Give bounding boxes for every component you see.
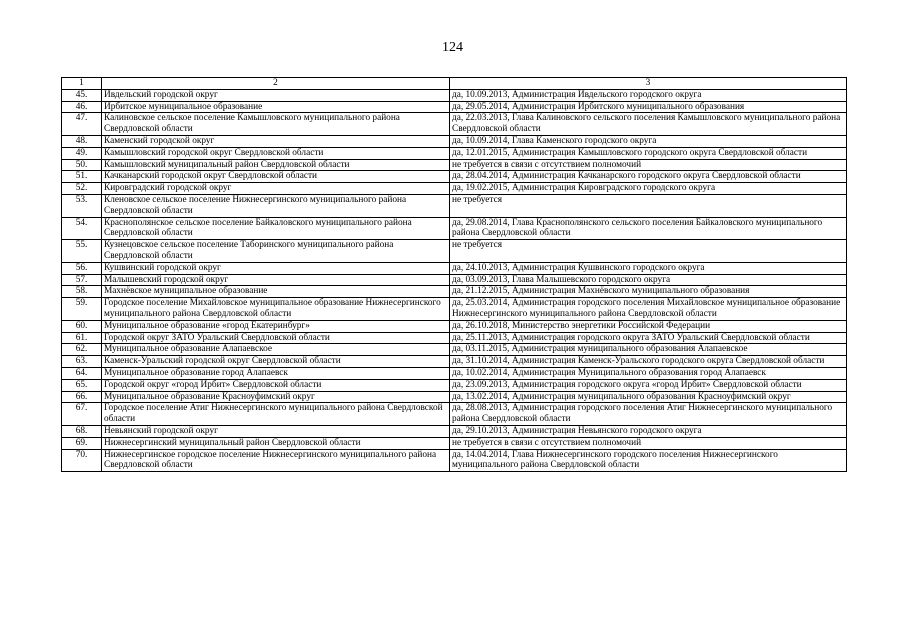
row-number-cell: 59.: [62, 298, 102, 321]
approval-status-cell: да, 28.04.2014, Администрация Качканарского городского округа Свердловской области: [450, 171, 847, 183]
municipality-name-cell: Калиновское сельское поселение Камышловского муниципального района Свердловской области: [102, 113, 450, 136]
municipality-name-cell: Малышевский городской округ: [102, 274, 450, 286]
table-row: [62, 320, 847, 332]
approval-status-cell: да, 03.11.2015, Администрация муниципального образования Алапаевское: [450, 344, 847, 356]
municipalities-table: [61, 77, 847, 472]
row-number-cell: 68.: [62, 425, 102, 437]
table-row: [62, 437, 847, 449]
row-number-cell: 48.: [62, 135, 102, 147]
table-row: [62, 344, 847, 356]
row-number-cell: 54.: [62, 217, 102, 240]
table-row: [62, 298, 847, 321]
row-number-cell: 70.: [62, 449, 102, 472]
approval-status-cell: да, 14.04.2014, Глава Нижнесергинского городского поселения Нижнесергинского муниципального района Свердловской области: [450, 449, 847, 472]
table-row: [62, 367, 847, 379]
approval-status-cell: да, 23.09.2013, Администрация городского округа «город Ирбит» Свердловской области: [450, 379, 847, 391]
municipality-name-cell: Городской округ ЗАТО Уральский Свердловской области: [102, 332, 450, 344]
approval-status-cell: да, 26.10.2018, Министерство энергетики Российской Федерации: [450, 320, 847, 332]
table-row: [62, 113, 847, 136]
row-number-cell: 49.: [62, 147, 102, 159]
municipality-name-cell: Качканарский городской округ Свердловской области: [102, 171, 450, 183]
municipality-name-cell: Кузнецовское сельское поселение Таборинского муниципального района Свердловской области: [102, 240, 450, 263]
table-row: [62, 391, 847, 403]
table-header-row: [62, 78, 847, 90]
table-row: [62, 379, 847, 391]
table-row: [62, 101, 847, 113]
row-number-cell: 56.: [62, 262, 102, 274]
municipality-name-cell: Махнёвское муниципальное образование: [102, 286, 450, 298]
row-number-cell: 46.: [62, 101, 102, 113]
page-number: 124: [442, 40, 463, 55]
municipality-name-cell: Краснополянское сельское поселение Байкаловского муниципального района Свердловской области: [102, 217, 450, 240]
approval-status-cell: да, 03.09.2013, Глава Малышевского городского округа: [450, 274, 847, 286]
row-number-cell: 60.: [62, 320, 102, 332]
approval-status-cell: да, 24.10.2013, Администрация Кушвинского городского округа: [450, 262, 847, 274]
approval-status-cell: да, 21.12.2015, Администрация Махнёвского муниципального образования: [450, 286, 847, 298]
approval-status-cell: да, 25.11.2013, Администрация городского округа ЗАТО Уральский Свердловской области: [450, 332, 847, 344]
row-number-cell: 62.: [62, 344, 102, 356]
approval-status-cell: да, 31.10.2014, Администрация Каменск-Уральского городского округа Свердловской области: [450, 356, 847, 368]
row-number-cell: 69.: [62, 437, 102, 449]
municipality-name-cell: Городское поселение Михайловское муниципальное образование Нижнесергинского муниципального района Свердловской области: [102, 298, 450, 321]
table-row: [62, 332, 847, 344]
row-number-cell: 64.: [62, 367, 102, 379]
approval-status-cell: да, 10.02.2014, Администрация Муниципального образования город Алапаевск: [450, 367, 847, 379]
municipality-name-cell: Ивдельский городской округ: [102, 89, 450, 101]
table-row: [62, 147, 847, 159]
municipality-name-cell: Камышловский муниципальный район Свердловской области: [102, 159, 450, 171]
table-row: [62, 240, 847, 263]
municipality-name-cell: Нижнесергинский муниципальный район Свердловской области: [102, 437, 450, 449]
table-row: [62, 356, 847, 368]
row-number-cell: 65.: [62, 379, 102, 391]
row-number-cell: 55.: [62, 240, 102, 263]
table-row: [62, 403, 847, 426]
table-row: [62, 89, 847, 101]
municipality-name-cell: Кленовское сельское поселение Нижнесергинского муниципального района Свердловской области: [102, 194, 450, 217]
municipality-name-cell: Городской округ «город Ирбит» Свердловской области: [102, 379, 450, 391]
approval-status-cell: да, 28.08.2013, Администрация городского поселения Атиг Нижнесергинского муниципального района Свердловской области: [450, 403, 847, 426]
municipality-name-cell: Кировградский городской округ: [102, 183, 450, 195]
municipality-name-cell: Нижнесергинское городское поселение Нижнесергинского муниципального района Свердловской области: [102, 449, 450, 472]
row-number-cell: 57.: [62, 274, 102, 286]
municipality-name-cell: Невьянский городской округ: [102, 425, 450, 437]
approval-status-cell: не требуется в связи с отсутствием полномочий: [450, 159, 847, 171]
municipality-name-cell: Муниципальное образование «город Екатеринбург»: [102, 320, 450, 332]
approval-status-cell: не требуется: [450, 240, 847, 263]
table-row: [62, 183, 847, 195]
municipality-name-cell: Кушвинский городской округ: [102, 262, 450, 274]
column-header-1: 1: [62, 78, 102, 90]
approval-status-cell: не требуется в связи с отсутствием полномочий: [450, 437, 847, 449]
table-row: [62, 286, 847, 298]
table-row: [62, 171, 847, 183]
row-number-cell: 58.: [62, 286, 102, 298]
approval-status-cell: да, 29.08.2014, Глава Краснополянского сельского поселения Байкаловского муниципального района Свердловской области: [450, 217, 847, 240]
municipality-name-cell: Муниципальное образование Красноуфимский округ: [102, 391, 450, 403]
approval-status-cell: да, 13.02.2014, Администрация муниципального образования Красноуфимский округ: [450, 391, 847, 403]
approval-status-cell: не требуется: [450, 194, 847, 217]
column-header-3: 3: [450, 78, 847, 90]
approval-status-cell: да, 25.03.2014, Администрация городского поселения Михайловское муниципальное образование Нижнесергинского муниципального района Свердловской области: [450, 298, 847, 321]
approval-status-cell: да, 22.03.2013, Глава Калиновского сельского поселения Камышловского муниципального района Свердловской области: [450, 113, 847, 136]
row-number-cell: 66.: [62, 391, 102, 403]
municipality-name-cell: Муниципальное образование город Алапаевск: [102, 367, 450, 379]
approval-status-cell: да, 10.09.2013, Администрация Ивдельского городского округа: [450, 89, 847, 101]
table-row: [62, 135, 847, 147]
approval-status-cell: да, 12.01.2015, Администрация Камышловского городского округа Свердловской области: [450, 147, 847, 159]
approval-status-cell: да, 19.02.2015, Администрация Кировградского городского округа: [450, 183, 847, 195]
column-header-2: 2: [102, 78, 450, 90]
row-number-cell: 61.: [62, 332, 102, 344]
approval-status-cell: да, 29.05.2014, Администрация Ирбитского муниципального образования: [450, 101, 847, 113]
municipality-name-cell: Камышловский городской округ Свердловской области: [102, 147, 450, 159]
row-number-cell: 53.: [62, 194, 102, 217]
municipality-name-cell: Каменский городской округ: [102, 135, 450, 147]
row-number-cell: 52.: [62, 183, 102, 195]
municipality-name-cell: Каменск-Уральский городской округ Свердловской области: [102, 356, 450, 368]
table-row: [62, 425, 847, 437]
row-number-cell: 47.: [62, 113, 102, 136]
row-number-cell: 45.: [62, 89, 102, 101]
table-row: [62, 159, 847, 171]
table-row: [62, 262, 847, 274]
table-row: [62, 194, 847, 217]
municipality-name-cell: Городское поселение Атиг Нижнесергинского муниципального района Свердловской области: [102, 403, 450, 426]
row-number-cell: 63.: [62, 356, 102, 368]
table-row: [62, 217, 847, 240]
municipality-name-cell: Муниципальное образование Алапаевское: [102, 344, 450, 356]
table-row: [62, 449, 847, 472]
approval-status-cell: да, 29.10.2013, Администрация Невьянского городского округа: [450, 425, 847, 437]
approval-status-cell: да, 10.09.2014, Глава Каменского городского округа: [450, 135, 847, 147]
municipality-name-cell: Ирбитское муниципальное образование: [102, 101, 450, 113]
row-number-cell: 50.: [62, 159, 102, 171]
row-number-cell: 67.: [62, 403, 102, 426]
row-number-cell: 51.: [62, 171, 102, 183]
table-row: [62, 274, 847, 286]
